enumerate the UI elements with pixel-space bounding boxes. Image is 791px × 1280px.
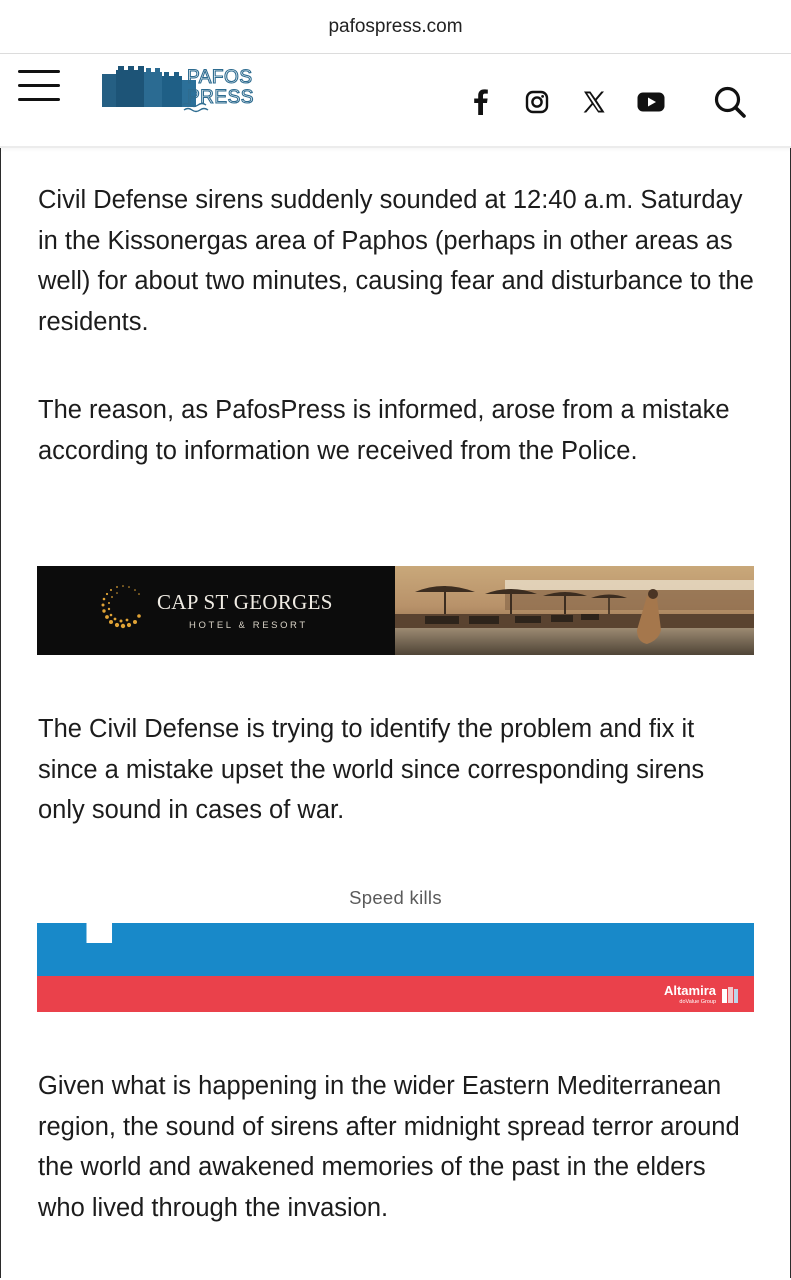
site-logo[interactable] xyxy=(100,62,272,114)
castle-logo-icon xyxy=(102,66,196,107)
hotel-ad-banner[interactable] xyxy=(37,566,754,655)
article-paragraph-2: The reason, as PafosPress is informed, arose from a mistake according to information we received from the Police. xyxy=(38,396,730,465)
altamira-ad-banner[interactable] xyxy=(37,899,754,1012)
article-paragraph-4: Given what is happening in the wider Eastern Mediterranean region, the sound of sirens after midnight spread terror around the world and awakened memories of the past in the elders who lived through the invasion. xyxy=(38,1072,740,1223)
site-header xyxy=(0,54,791,148)
ad-caption: Speed kills xyxy=(349,887,442,908)
altamira-subtitle: doValue Group xyxy=(679,999,716,1005)
facebook-icon[interactable] xyxy=(466,86,496,118)
svg-text:PRESS: PRESS xyxy=(187,87,254,108)
svg-text:PAFOS: PAFOS xyxy=(187,67,253,88)
sunburst-logo-icon xyxy=(95,582,151,638)
instagram-icon[interactable] xyxy=(522,86,552,118)
altamira-brand: Altamira xyxy=(663,983,716,998)
article-paragraph-3: The Civil Defense is trying to identify the problem and fix it since a mistake upset the world since corresponding sirens only sound in cases of war. xyxy=(38,715,705,825)
ad-red-band xyxy=(37,976,754,1012)
url-text[interactable]: pafospress.com xyxy=(328,16,463,37)
menu-icon[interactable] xyxy=(18,70,60,102)
search-icon[interactable] xyxy=(710,82,750,122)
article-paragraph-1: Civil Defense sirens suddenly sounded at 12:40 a.m. Saturday in the Kissonergas area of Paphos (perhaps in other areas as well) for about two minutes, causing fear and disturbance to the residents. xyxy=(38,186,754,337)
youtube-icon[interactable] xyxy=(634,86,668,118)
hotel-brand-name: CAP ST GEORGES xyxy=(157,590,333,614)
altamira-logo-icon xyxy=(720,985,740,1005)
ad-cropped-headline: ▀▄▀ xyxy=(59,899,142,940)
hotel-subtitle: HOTEL & RESORT xyxy=(189,620,308,631)
browser-url-bar[interactable] xyxy=(0,0,791,54)
resort-photo xyxy=(395,566,754,655)
x-icon[interactable] xyxy=(579,86,609,118)
ad-blue-band xyxy=(37,923,754,976)
